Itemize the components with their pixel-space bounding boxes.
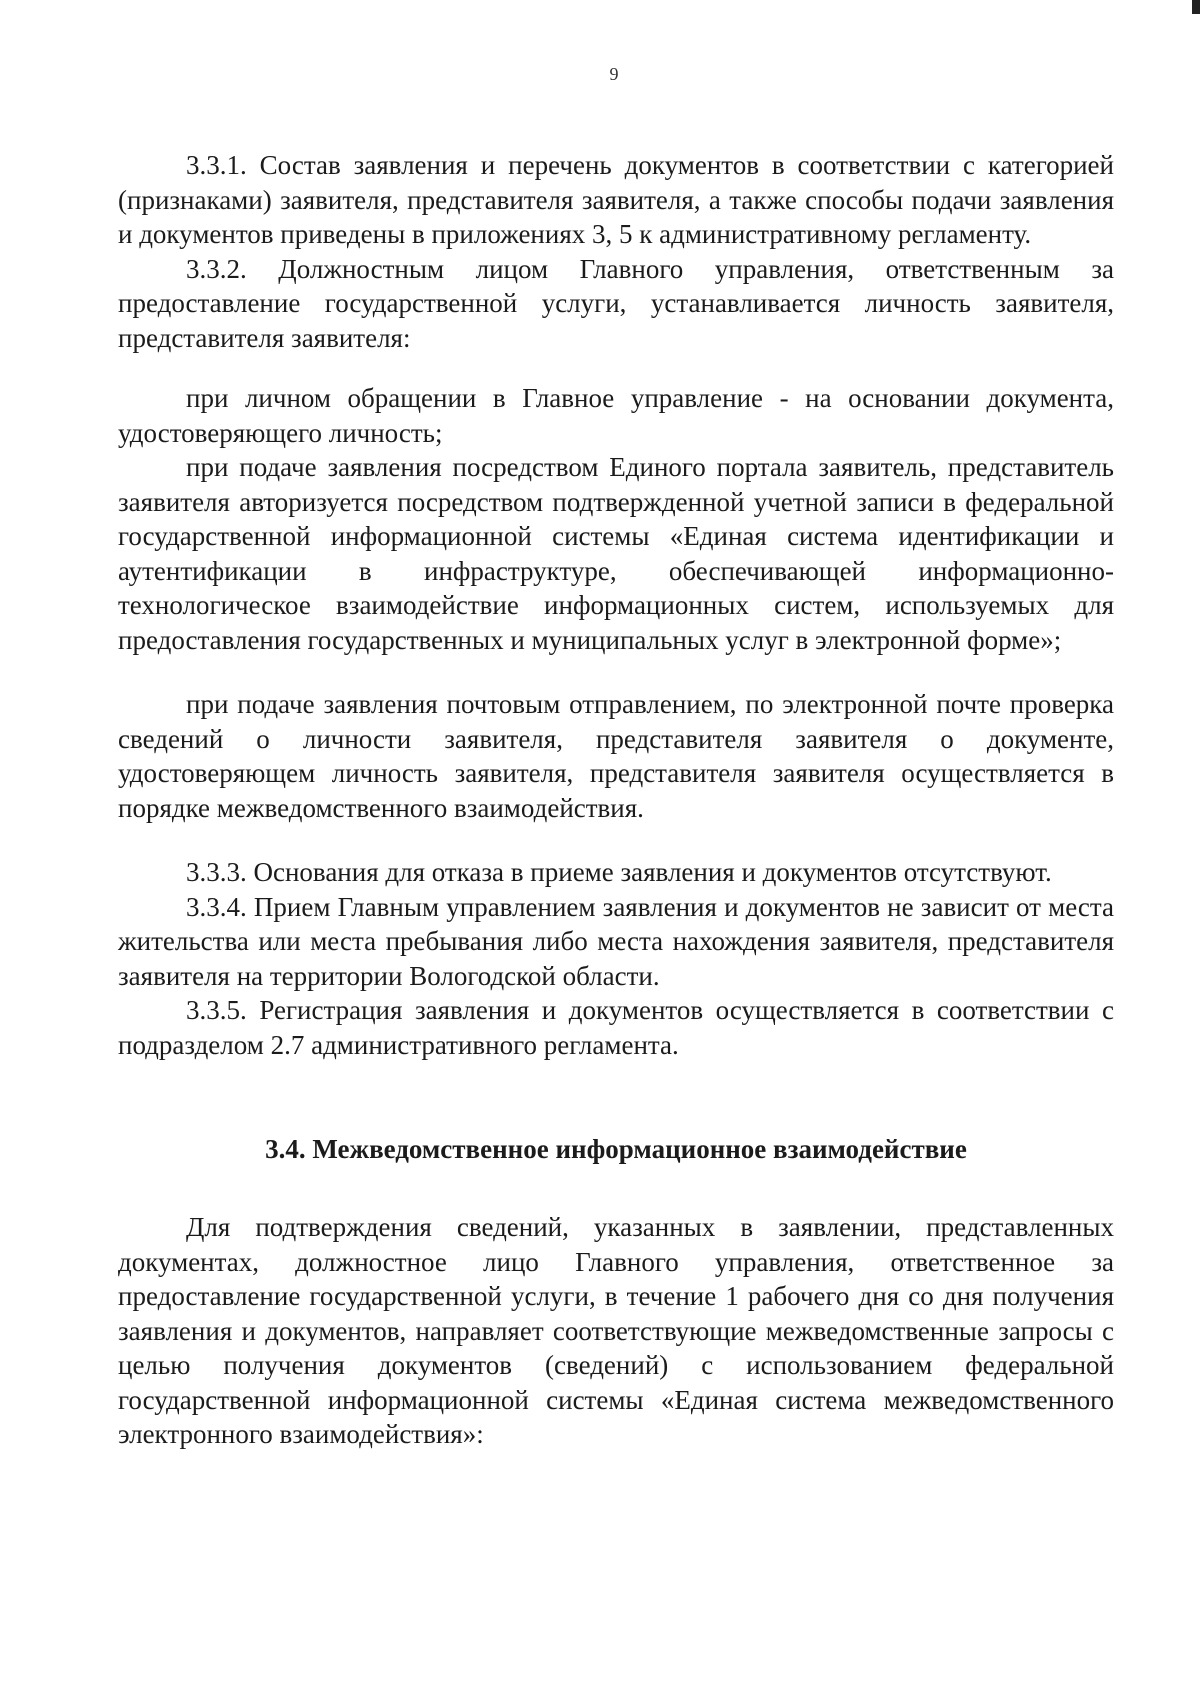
paragraph-interagency-requests: Для подтверждения сведений, указанных в заявлении, представленных документах, должностное лицо Главного управления, ответственное за предоставление государственной услуги, в течение 1 рабочего дня со дня получения заявления и документов, направляет соответствующие межведомственные запросы с целью получения документов (сведений) с использованием федеральной государственной информационной системы «Единая система межведомственного электронного взаимодействия»: [118, 1212, 1114, 1449]
paragraph-personal-visit: при личном обращении в Главное управление - на основании документа, удостоверяющего личность; [118, 383, 1114, 448]
spacer [118, 355, 1114, 381]
spacer [118, 1166, 1114, 1210]
scan-corner-mark [1192, 0, 1200, 14]
paragraph-3-3-5: 3.3.5. Регистрация заявления и документов осуществляется в соответствии с подразделом 2.7 административного регламента. [118, 995, 1114, 1060]
spacer [118, 825, 1114, 855]
spacer [118, 657, 1114, 687]
paragraph-3-3-3: 3.3.3. Основания для отказа в приеме заявления и документов отсутствуют. [186, 857, 1052, 887]
document-body [118, 148, 1114, 1452]
spacer [118, 1062, 1114, 1132]
paragraph-3-3-1: 3.3.1. Состав заявления и перечень документов в соответствии с категорией (признаками) заявителя, представителя заявителя, а также способы подачи заявления и документов приведены в приложениях 3, 5 к административному регламенту. [118, 150, 1114, 249]
paragraph-3-3-2: 3.3.2. Должностным лицом Главного управления, ответственным за предоставление государственной услуги, устанавливается личность заявителя, представителя заявителя: [118, 253, 1114, 353]
section-heading-3-4: 3.4. Межведомственное информационное взаимодействие [265, 1134, 967, 1164]
paragraph-unified-portal: при подаче заявления посредством Единого портала заявитель, представитель заявителя авторизуется посредством подтвержденной учетной записи в федеральной государственной информационной системы «Единая система идентификации и аутентификации в инфраструктуре, обеспечивающей информационно-технологическое взаимодействие информационных систем, используемых для предоставления государственных и муниципальных услуг в электронной форме»; [118, 452, 1114, 655]
paragraph-3-3-4: 3.3.4. Прием Главным управлением заявления и документов не зависит от места жительства или места пребывания либо места нахождения заявителя, представителя заявителя на территории Вологодской области. [118, 891, 1114, 991]
paragraph-postal-email: при подаче заявления почтовым отправлением, по электронной почте проверка сведений о личности заявителя, представителя заявителя о документе, удостоверяющем личность заявителя, представителя заявителя осуществляется в порядке межведомственного взаимодействия. [118, 689, 1114, 823]
page-number: 9 [609, 64, 619, 84]
